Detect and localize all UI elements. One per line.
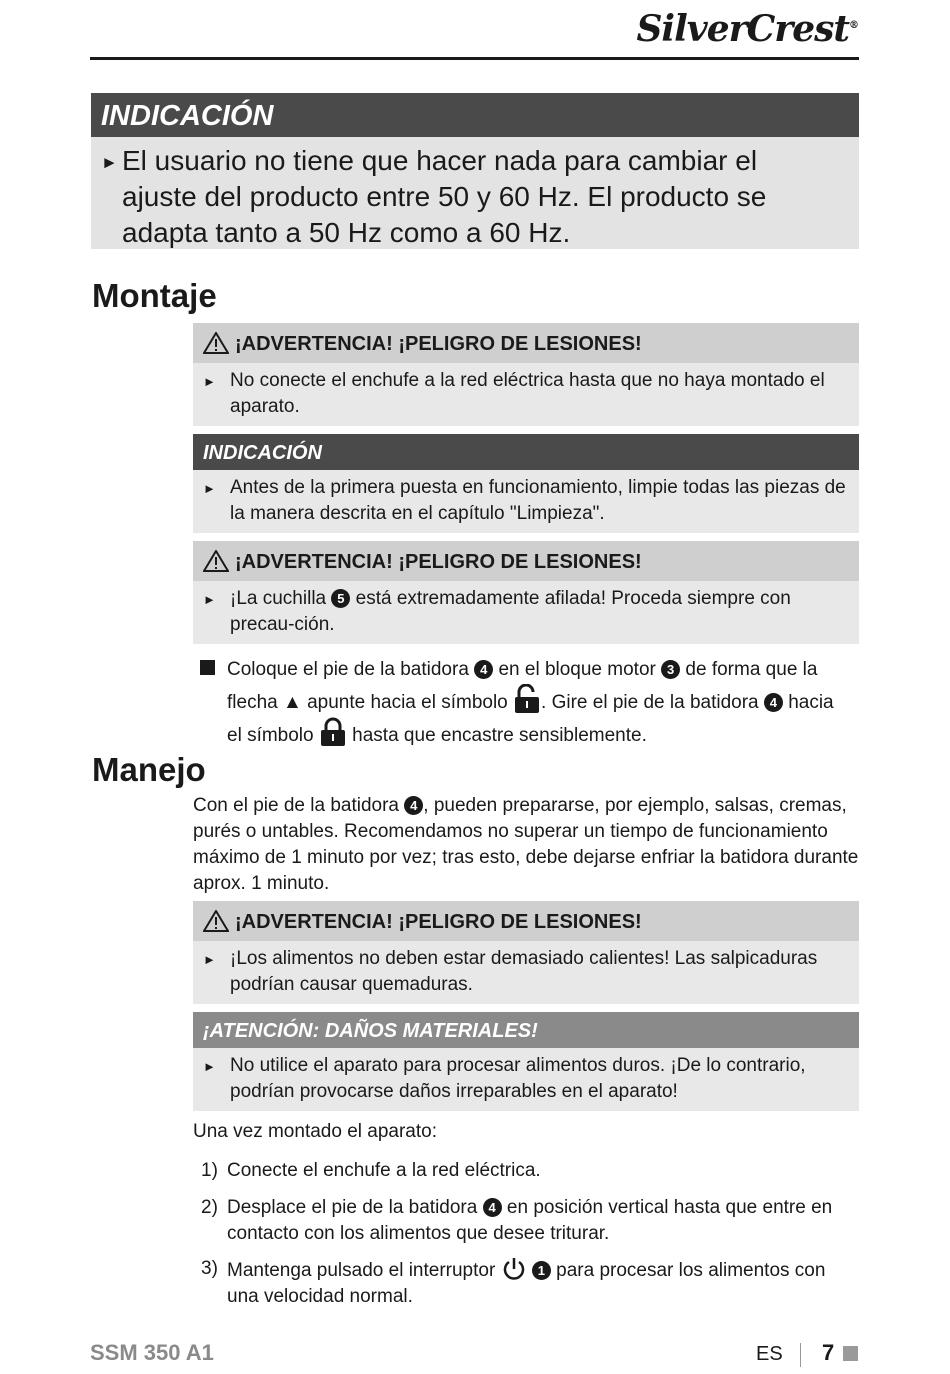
part-number-badge: 4 xyxy=(483,1198,502,1217)
part-number-badge: 1 xyxy=(532,1261,551,1280)
arrow-icon: ► xyxy=(203,1059,216,1074)
arrow-icon: ► xyxy=(203,592,216,607)
note-text: Antes de la primera puesta en funcionamiento, limpie todas las piezas de la manera descrita en el capítulo "Limpieza". xyxy=(230,477,846,524)
header-rule xyxy=(90,57,859,60)
warning-box xyxy=(193,901,859,1004)
attention-text: No utilice el aparato para procesar alimentos duros. ¡De lo contrario, podrían provocarse daños irreparables en el aparato! xyxy=(230,1055,806,1102)
part-number-badge: 3 xyxy=(661,660,680,679)
section-title-montaje: Montaje xyxy=(92,277,217,314)
list-item: 2) Desplace el pie de la batidora 4 en posición vertical hasta que entre en contacto con los alimentos que desee triturar. xyxy=(201,1197,833,1244)
note-box xyxy=(91,93,859,249)
warning-heading: ¡ADVERTENCIA! ¡PELIGRO DE LESIONES! xyxy=(235,551,642,573)
arrow-icon: ► xyxy=(101,153,118,172)
part-number-badge: 4 xyxy=(764,693,783,712)
warning-box: ¡ADVERTENCIA! ¡PELIGRO DE LESIONES! ► ¡La cuchilla 5 está extremadamente afilada! Proceda siempre con precau-ción. xyxy=(193,541,859,644)
bullet-square-icon xyxy=(200,660,215,675)
assembly-step: Coloque el pie de la batidora 4 en el bloque motor 3 de forma que la flecha ▲ apunte hacia el símbolo . Gire el pie de la batidora 4 hacia el símbolo hasta que encastre sensiblemente. xyxy=(227,659,834,746)
list-item: 1) Conecte el enchufe a la red eléctrica. xyxy=(201,1160,541,1181)
note-box xyxy=(193,434,859,533)
part-number-badge: 5 xyxy=(331,589,350,608)
warning-icon xyxy=(203,332,229,354)
warning-heading: ¡ADVERTENCIA! ¡PELIGRO DE LESIONES! xyxy=(235,333,642,355)
intro-paragraph: Con el pie de la batidora 4 , pueden prepararse, por ejemplo, salsas, cremas, purés o untables. Recomendamos no superar un tiempo de funcionamiento máximo de 1 minuto por vez; tras esto, debe dejarse enfriar la batidora durante aprox. 1 minuto. xyxy=(193,795,859,894)
attention-heading: ¡ATENCIÓN: DAÑOS MATERIALES! xyxy=(193,1012,859,1048)
lock-icon xyxy=(319,717,347,747)
part-number-badge: 4 xyxy=(404,796,423,815)
page-number: 7 xyxy=(822,1340,835,1365)
list-item: 3) Mantenga pulsado el interruptor 1 para procesar los alimentos con una velocidad normal. xyxy=(201,1258,826,1307)
warning-icon xyxy=(203,910,229,932)
power-icon xyxy=(501,1256,527,1282)
warning-box xyxy=(193,323,859,426)
warning-icon xyxy=(203,550,229,572)
brand-logo: SilverCrest® xyxy=(636,8,858,50)
warning-text: No conecte el enchufe a la red eléctrica hasta que no haya montado el aparato. xyxy=(230,370,825,417)
model-number: SSM 350 A1 xyxy=(90,1340,214,1365)
language-code: ES xyxy=(756,1343,783,1365)
section-title-manejo: Manejo xyxy=(92,751,206,788)
note-heading: INDICACIÓN xyxy=(193,434,859,470)
part-number-badge: 4 xyxy=(474,660,493,679)
note-text: El usuario no tiene que hacer nada para cambiar el ajuste del producto entre 50 y 60 Hz. El producto se adapta tanto a 50 Hz como a 60 Hz. xyxy=(122,145,767,248)
footer-divider xyxy=(800,1343,801,1367)
footer-square-icon xyxy=(843,1346,858,1361)
arrow-icon: ► xyxy=(203,481,216,496)
list-intro: Una vez montado el aparato: xyxy=(193,1121,437,1142)
attention-box xyxy=(193,1012,859,1111)
arrow-icon: ► xyxy=(203,952,216,967)
warning-text: ¡Los alimentos no deben estar demasiado calientes! Las salpicaduras podrían causar quemaduras. xyxy=(230,948,818,995)
note-heading: INDICACIÓN xyxy=(91,93,859,137)
warning-heading: ¡ADVERTENCIA! ¡PELIGRO DE LESIONES! xyxy=(235,911,642,933)
unlock-icon xyxy=(513,684,541,714)
arrow-icon: ► xyxy=(203,374,216,389)
